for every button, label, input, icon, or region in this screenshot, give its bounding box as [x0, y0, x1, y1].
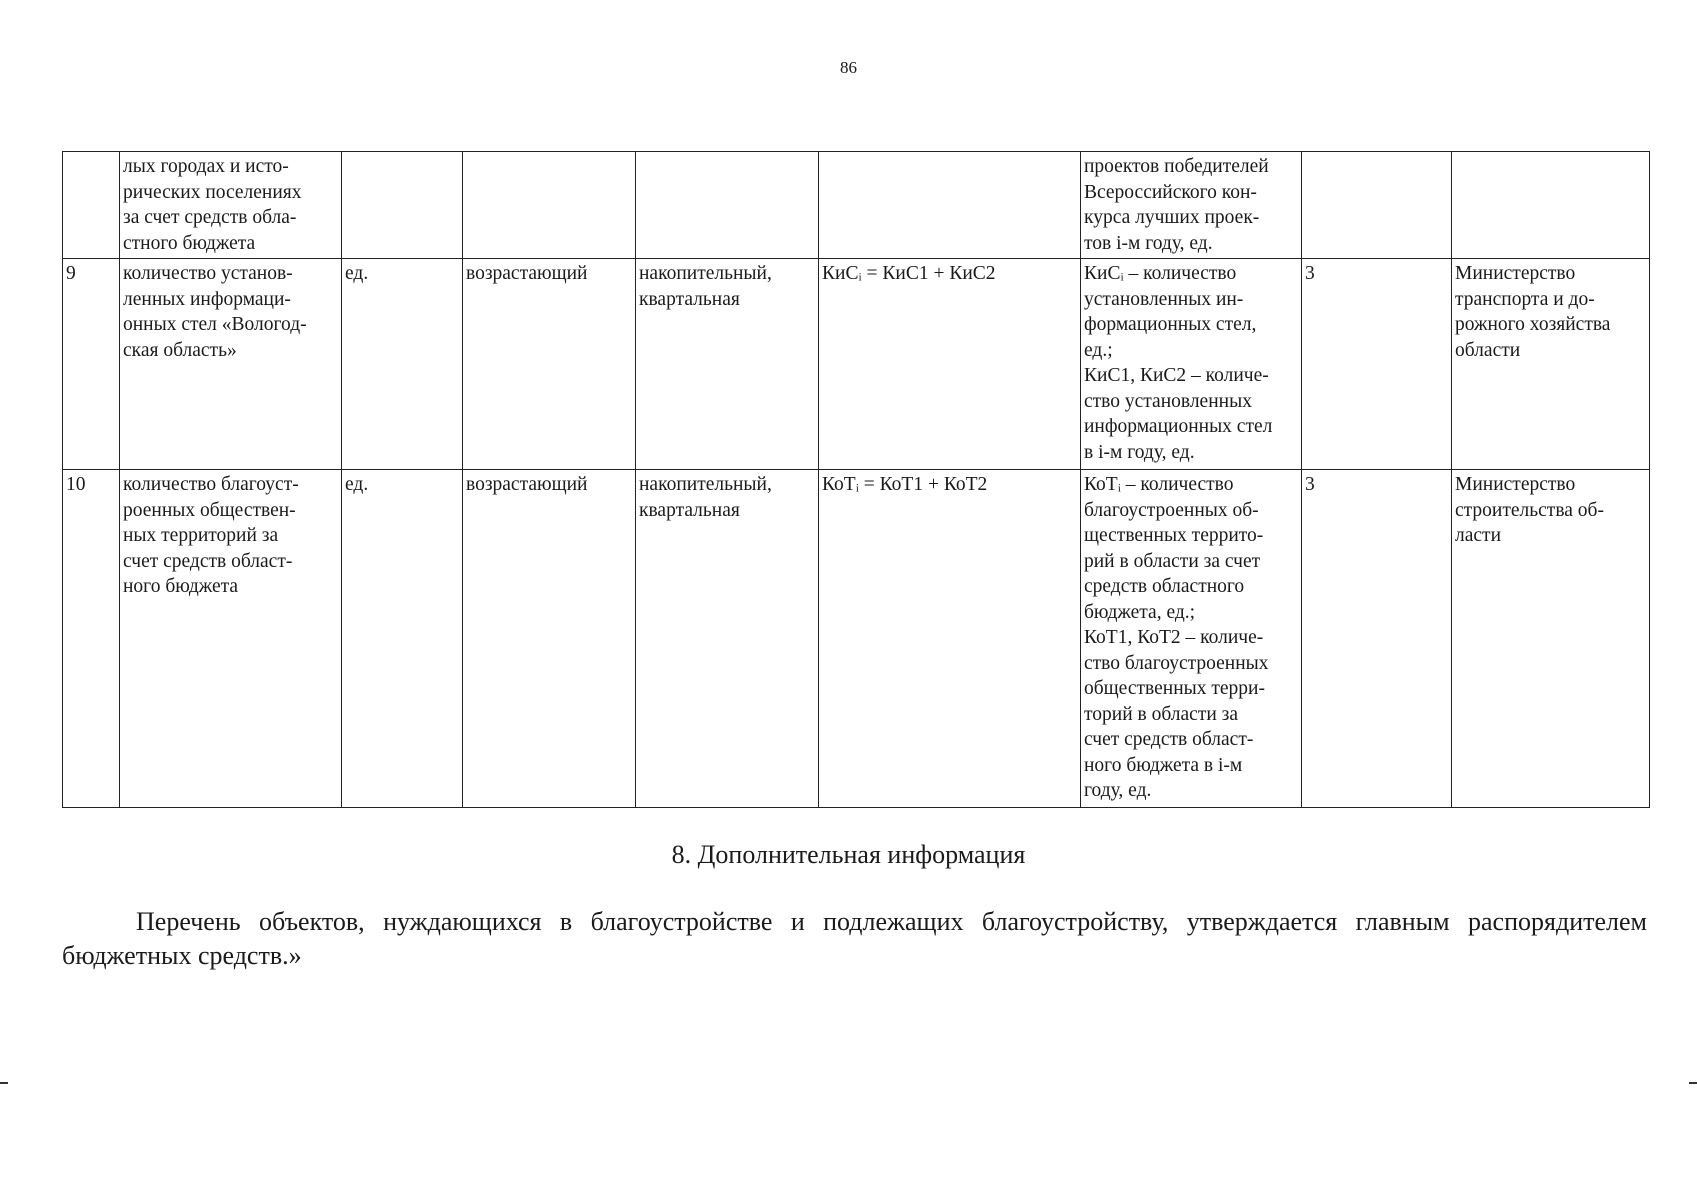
cell-dynamics: возрастающий [463, 470, 636, 808]
cell-responsible: Министерство строительства об- ласти [1452, 470, 1650, 808]
cell-method [636, 152, 819, 259]
cell-formula: КоТᵢ = КоТ1 + КоТ2 [819, 470, 1081, 808]
cell-code: 3 [1302, 470, 1452, 808]
cell-code: 3 [1302, 259, 1452, 470]
cell-code [1302, 152, 1452, 259]
cell-method: накопительный, квартальная [636, 259, 819, 470]
cell-unit [342, 152, 463, 259]
cell-formula [819, 152, 1081, 259]
cell-dynamics: возрастающий [463, 259, 636, 470]
table-row [63, 152, 1650, 259]
cell-description: проектов победителей Всероссийского кон- курса лучших проек- тов i-м году, ед. [1081, 152, 1302, 259]
indicators-table [62, 151, 1650, 808]
cell-name: количество установ- ленных информаци- онных стел «Вологод- ская область» [120, 259, 342, 470]
table-row [63, 470, 1650, 808]
cell-name: количество благоуст- роенных обществен- ных территорий за счет средств област- ного бюджета [120, 470, 342, 808]
cell-unit: ед. [342, 470, 463, 808]
section-paragraph: Перечень объектов, нуждающихся в благоустройстве и подлежащих благоустройству, утверждается главным распорядителем бюджетных средств.» [62, 907, 1647, 970]
right-edge-mark [1689, 1082, 1697, 1084]
cell-num: 9 [63, 259, 120, 470]
cell-dynamics [463, 152, 636, 259]
left-edge-mark [0, 1082, 8, 1084]
cell-num [63, 152, 120, 259]
cell-name: лых городах и исто- рических поселениях за счет средств обла- стного бюджета [120, 152, 342, 259]
section-heading: 8. Дополнительная информация [671, 840, 1026, 869]
cell-formula: КиСᵢ = КиС1 + КиС2 [819, 259, 1081, 470]
cell-responsible: Министерство транспорта и до- рожного хозяйства области [1452, 259, 1650, 470]
cell-num: 10 [63, 470, 120, 808]
page-number: 86 [840, 58, 857, 77]
cell-responsible [1452, 152, 1650, 259]
table-row [63, 259, 1650, 470]
cell-unit: ед. [342, 259, 463, 470]
cell-description: КоТᵢ – количество благоустроенных об- щественных террито- рий в области за счет средств областного бюджета, ед.; КоТ1, КоТ2 – количе- ство благоустроенных общественных терри- торий в области за счет средств област- ного бюджета в i-м году, ед. [1081, 470, 1302, 808]
cell-description: КиСᵢ – количество установленных ин- формационных стел, ед.; КиС1, КиС2 – количе- ство установленных информационных стел в i-м году, ед. [1081, 259, 1302, 470]
cell-method: накопительный, квартальная [636, 470, 819, 808]
